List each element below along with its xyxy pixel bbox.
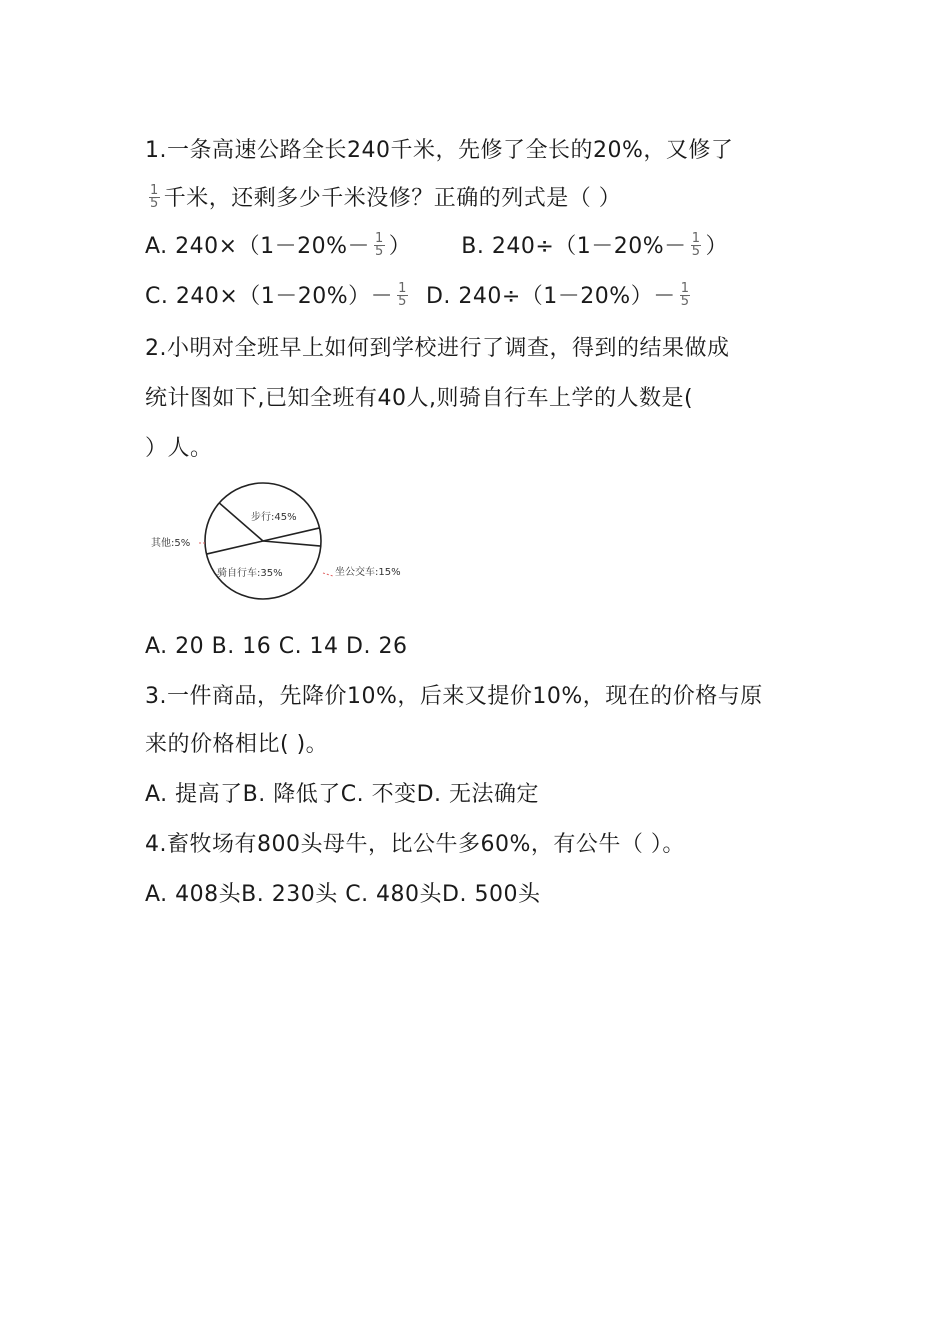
q1-line2: $\frac{1}{5}$ 千米，还剩多少千米没修？正确的列式是（ ）: [150, 182, 622, 211]
q3-line1: 3.一件商品，先降价10%，后来又提价10%，现在的价格与原: [145, 684, 763, 709]
pie-leader-line: [323, 573, 333, 576]
q1-option-d[interactable]: D. 240÷（1－20%）－ $\frac{1}{5}$: [425, 280, 690, 309]
q2-options[interactable]: A. 20 B. 16 C. 14 D. 26: [145, 634, 408, 659]
pie-label: 坐公交车:15%: [335, 567, 401, 578]
pie-label: 骑自行车:35%: [217, 568, 283, 579]
q1-option-c[interactable]: C. 240×（1－20%）－ $\frac{1}{5}$: [145, 280, 407, 309]
pie-slice-edge: [206, 541, 263, 554]
q2-line1: 2.小明对全班早上如何到学校进行了调查，得到的结果做成: [145, 336, 730, 361]
q1-option-b[interactable]: B. 240÷（1－20%－ $\frac{1}{5}$ ）: [461, 230, 728, 259]
q3-line2: 来的价格相比( )。: [145, 732, 329, 757]
q2-line3: ）人。: [145, 436, 213, 461]
pie-slice-edge: [263, 528, 320, 541]
pie-slice-edge: [263, 541, 321, 546]
pie-label: 其他:5%: [151, 538, 191, 549]
q4-options[interactable]: A. 408头B. 230头 C. 480头D. 500头: [145, 882, 541, 907]
q1-option-a[interactable]: A. 240×（1－20%－ $\frac{1}{5}$ ）: [145, 230, 412, 259]
q2-line2: 统计图如下,已知全班有40人,则骑自行车上学的人数是(: [145, 386, 694, 411]
q1-options-cd: [145, 282, 694, 312]
pie-chart: [145, 478, 405, 608]
q1-options-ab: [145, 232, 728, 262]
q1-line1: 1.一条高速公路全长240千米，先修了全长的20%，又修了: [145, 138, 734, 163]
pie-label: 步行:45%: [251, 512, 297, 523]
fraction-one-fifth: $\frac{1}{5}$: [150, 182, 159, 211]
q3-options[interactable]: A. 提高了B. 降低了C. 不变D. 无法确定: [145, 782, 540, 807]
q4-line1: 4.畜牧场有800头母牛，比公牛多60%，有公牛（ ）。: [145, 832, 685, 857]
